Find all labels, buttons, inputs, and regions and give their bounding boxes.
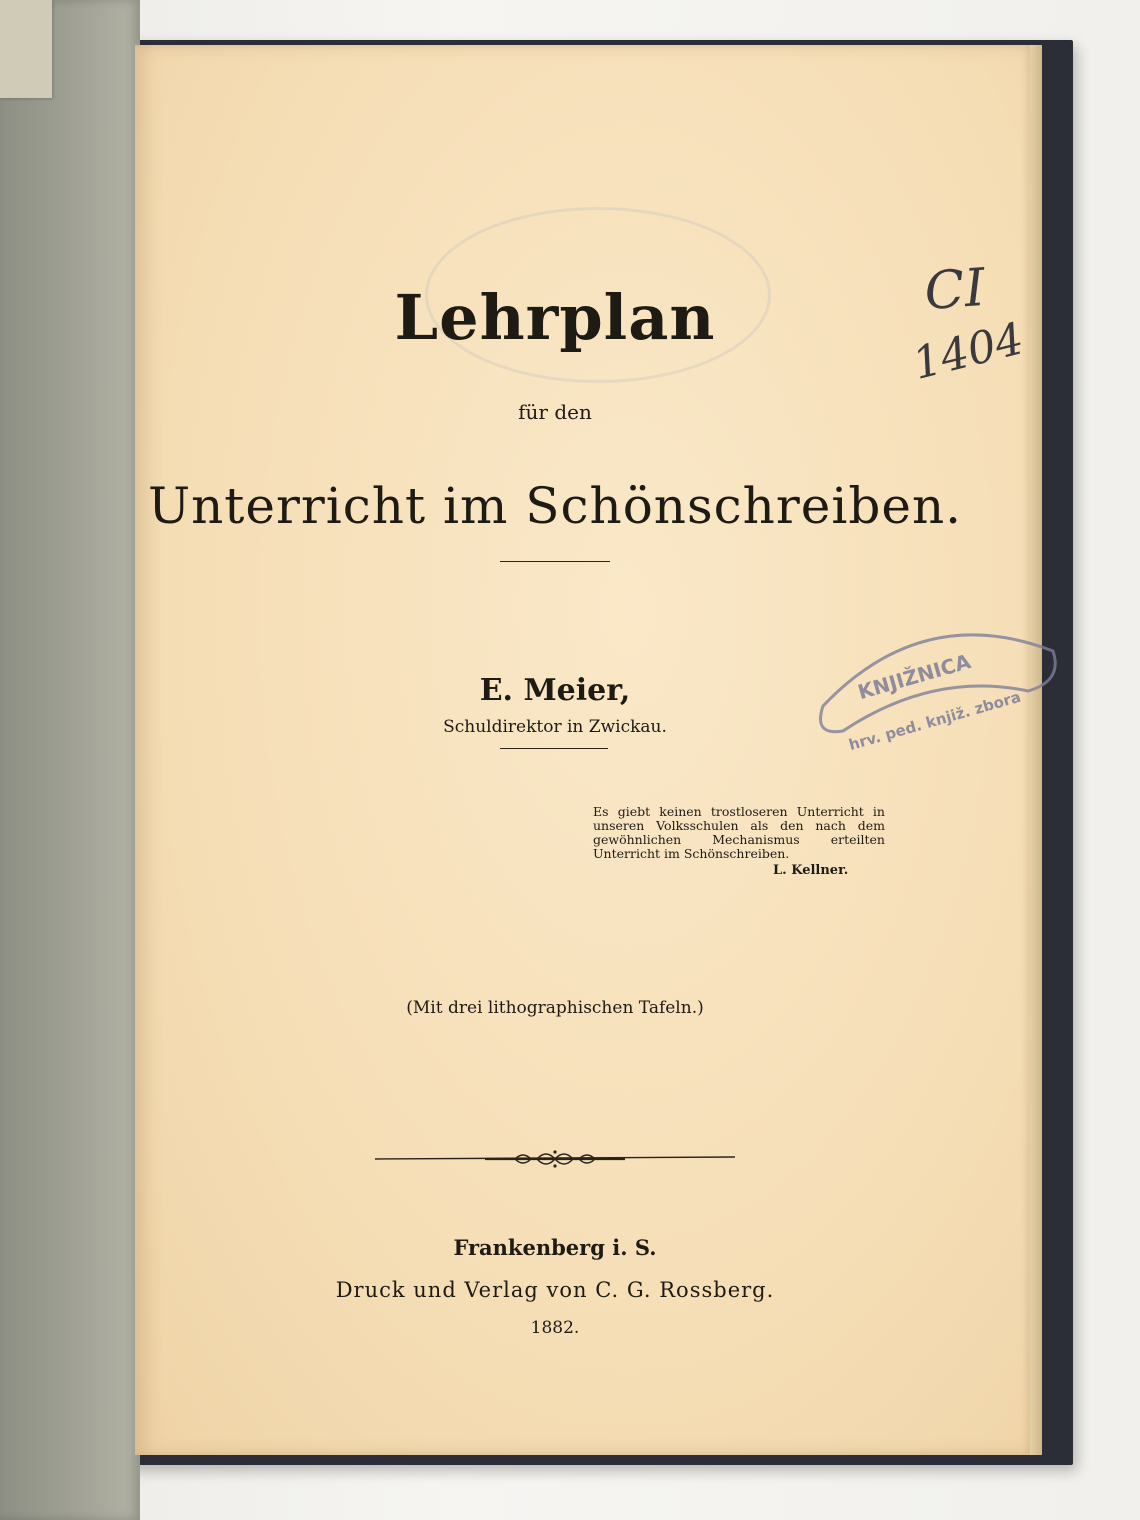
author-position: Schuldirektor in Zwickau.: [443, 717, 667, 737]
title-preposition: für den: [518, 400, 592, 424]
divider-rule: [500, 748, 608, 749]
imprint-city: Frankenberg i. S.: [453, 1235, 657, 1260]
divider-rule: [500, 561, 610, 562]
author-name: E. Meier,: [479, 673, 631, 708]
shelfmark-line-1: CI: [922, 257, 987, 323]
imprint-publisher: Druck und Verlag von C. G. Rossberg.: [335, 1278, 775, 1302]
plates-note: (Mit drei lithographischen Tafeln.): [406, 998, 704, 1018]
document-title: Lehrplan: [394, 281, 716, 354]
epigraph-attribution: L. Kellner.: [773, 863, 849, 878]
stamp-text-bottom: hrv. ped. knjiž. zbora: [846, 687, 1023, 755]
cover-paper-tab: [0, 0, 52, 98]
front-cover-board: [0, 0, 140, 1520]
library-stamp: [813, 611, 1063, 761]
shelfmark-line-2: 1404: [907, 313, 1029, 390]
imprint-year: 1882.: [530, 1318, 580, 1338]
stamp-text-top: KNJIŽNICA: [855, 649, 974, 705]
document-subject: Unterricht im Schönschreiben.: [147, 477, 963, 535]
handwritten-shelfmark: [895, 245, 1065, 395]
title-page: [135, 45, 1030, 1455]
ornament-divider: [375, 1147, 735, 1171]
epigraph-text: Es giebt keinen trostloseren Unterricht in unseren Volksschulen als den nach dem gewöhnlichen Mechanismus erteilten Unterricht im Schönschreiben.: [593, 804, 885, 861]
